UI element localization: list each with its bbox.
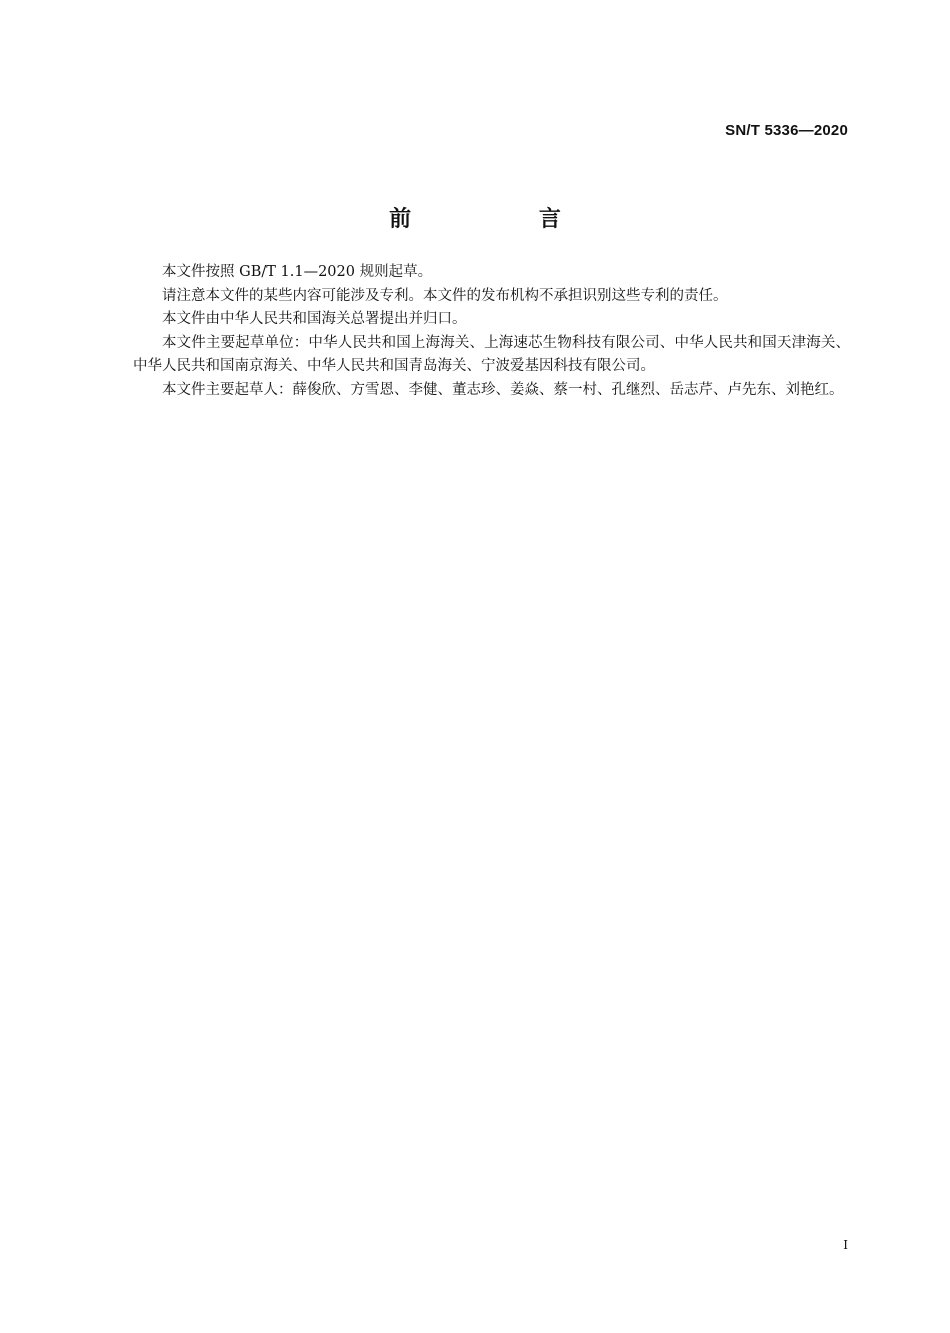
paragraph-proposer: 本文件由中华人民共和国海关总署提出并归口。 — [162, 311, 467, 327]
paragraph-drafters: 本文件主要起草人：薛俊欣、方雪恩、李健、董志珍、姜焱、蔡一村、孔继烈、岳志芹、卢先东、刘艳红。 — [162, 381, 844, 398]
paragraph-drafting-rules: 本文件按照 GB/T 1.1—2020 规则起草。 — [162, 264, 433, 280]
page-title: 前 言 — [389, 207, 621, 232]
paragraph-drafting-units: 本文件主要起草单位：中华人民共和国上海海关、上海速芯生物科技有限公司、中华人民共和国天津海关、中华人民共和国南京海关、中华人民共和国青岛海关、宁波爱基因科技有限公司。 — [133, 334, 850, 374]
foreword-body — [133, 261, 850, 402]
standard-code: SN/T 5336—2020 — [725, 122, 848, 139]
page-number: I — [843, 1238, 848, 1252]
paragraph-patent-notice: 请注意本文件的某些内容可能涉及专利。本文件的发布机构不承担识别这些专利的责任。 — [162, 287, 728, 304]
